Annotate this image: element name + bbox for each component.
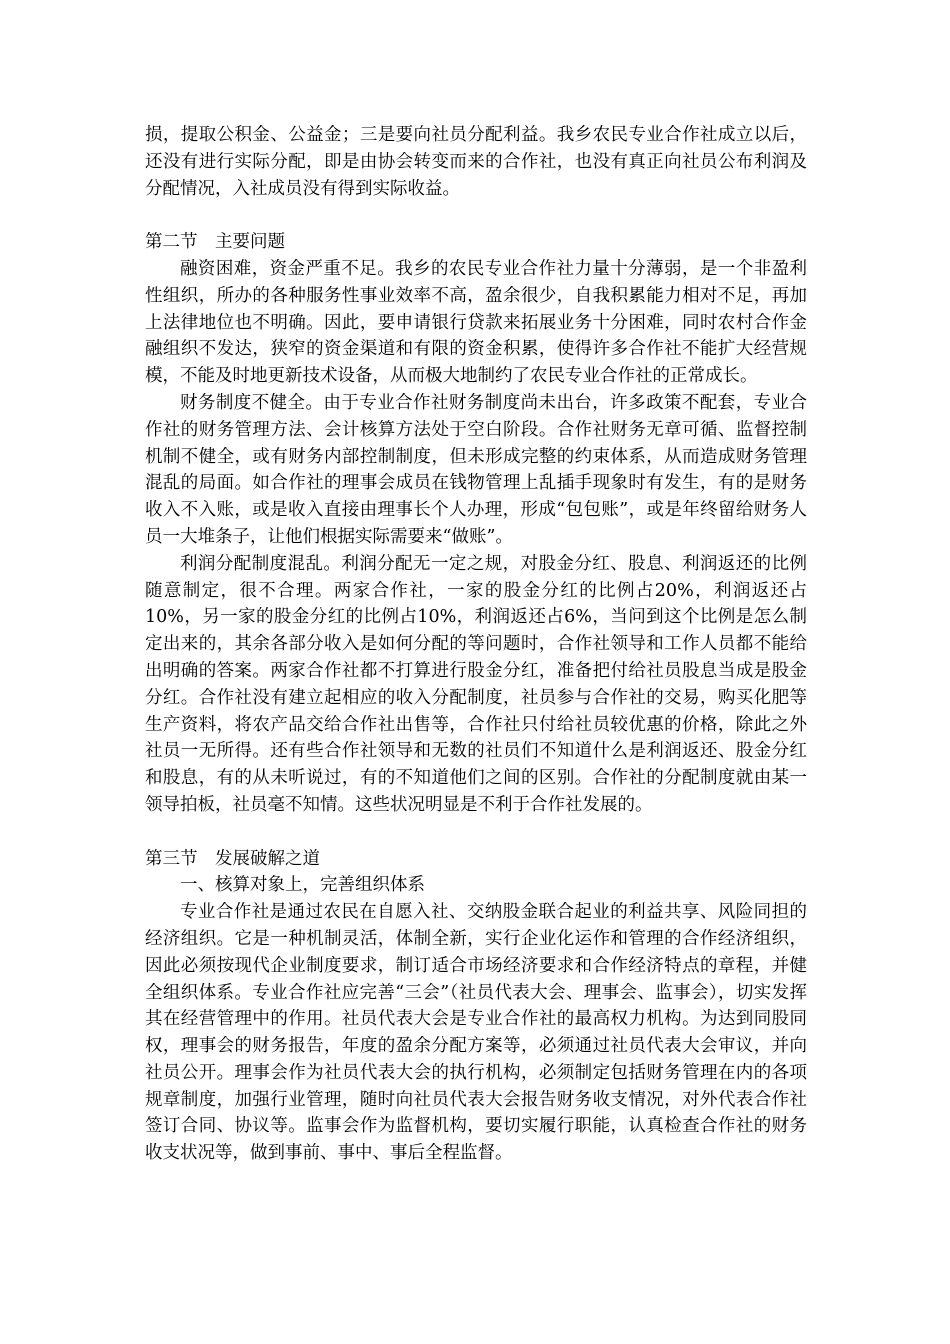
section-2-heading: 第二节 主要问题 [145,232,285,253]
section-2-paragraph-financing: 融资困难，资金严重不足。我乡的农民专业合作社力量十分薄弱，是一个非盈利性组织，所办的各种服务性事业效率不高，盈余很少，自我积累能力相对不足，再加上法律地位也不明确。因此，要申请银行贷款来拓展业务十分困难，同时农村合作金融组织不发达，狭窄的资金渠道和有限的资金积累，使得许多合作社不能扩大经营规模，不能及时地更新技术设备，从而极大地制约了农民专业合作社的正常成长。 [145,258,807,387]
section-2-paragraph-finance-system: 财务制度不健全。由于专业合作社财务制度尚未出台，许多政策不配套，专业合作社的财务管理方法、会计核算方法处于空白阶段。合作社财务无章可循、监督控制机制不健全，或有财务内部控制制度，但未形成完整的约束体系，从而造成财务管理混乱的局面。如合作社的理事会成员在钱物管理上乱插手现象时有发生，有的是财务收入不入账，或是收入直接由理事长个人办理，形成“包包账”，或是年终留给财务人员一大堆条子，让他们根据实际需要来“做账”。 [145,392,807,547]
section-2-paragraph-profit-distribution: 利润分配制度混乱。利润分配无一定之规，对股金分红、股息、利润返还的比例随意制定，很不合理。两家合作社，一家的股金分红的比例占20%，利润返还占10%，另一家的股金分红的比例占10%，利润返还占6%，当问到这个比例是怎么制定出来的，其余各部分收入是如何分配的等问题时，合作社领导和工作人员都不能给出明确的答案。两家合作社都不打算进行股金分红，准备把付给社员股息当成是股金分红。合作社没有建立起相应的收入分配制度，社员参与合作社的交易，购买化肥等生产资料，将农产品交给合作社出售等，合作社只付给社员较优惠的价格，除此之外社员一无所得。还有些合作社领导和无数的社员们不知道什么是利润返还、股金分红和股息，有的从未听说过，有的不知道他们之间的区别。合作社的分配制度就由某一领导拍板，社员毫不知情。这些状况明显是不利于合作社发展的。 [145,553,807,815]
document-page [145,122,807,1167]
intro-paragraph: 损，提取公积金、公益金；三是要向社员分配利益。我乡农民专业合作社成立以后，还没有进行实际分配，即是由协会转变而来的合作社，也没有真正向社员公布利润及分配情况，入社成员没有得到实际收益。 [145,125,807,199]
section-3-subheading: 一、核算对象上，完善组织体系 [180,875,425,896]
section-3-heading: 第三节 发展破解之道 [145,848,320,869]
section-3-paragraph-organization: 专业合作社是通过农民在自愿入社、交纳股金联合起业的利益共享、风险同担的经济组织。它是一种机制灵活，体制全新，实行企业化运作和管理的合作经济组织，因此必须按现代企业制度要求，制订适合市场经济要求和合作经济特点的章程，并健全组织体系。专业合作社应完善“三会”（社员代表大会、理事会、监事会），切实发挥其在经营管理中的作用。社员代表大会是专业合作社的最高权力机构。为达到同股同权，理事会的财务报告，年度的盈余分配方案等，必须通过社员代表大会审议，并向社员公开。理事会作为社员代表大会的执行机构，必须制定包括财务管理在内的各项规章制度，加强行业管理，随时向社员代表大会报告财务收支情况，对外代表合作社签订合同、协议等。监事会作为监督机构，要切实履行职能，认真检查合作社的财务收支状况等，做到事前、事中、事后全程监督。 [145,902,807,1164]
